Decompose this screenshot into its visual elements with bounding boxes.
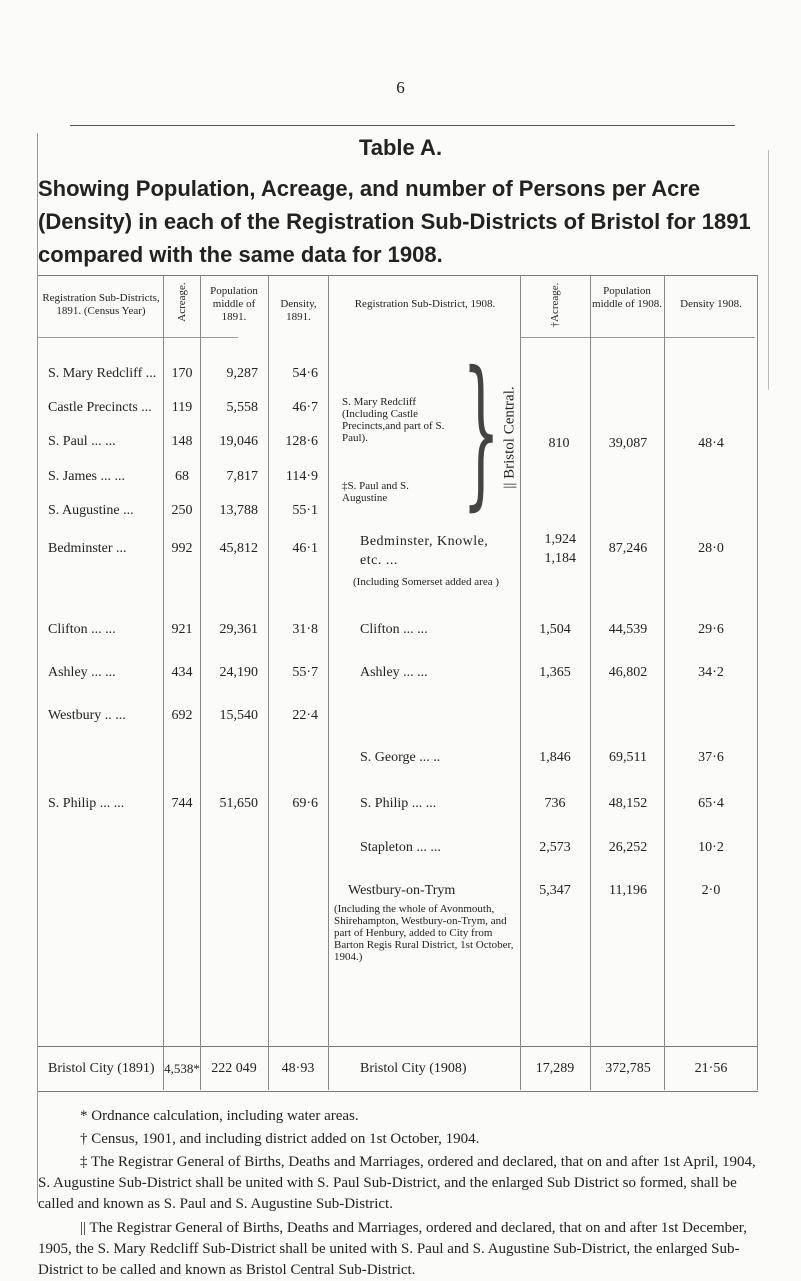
row-density: 69·6 xyxy=(292,796,318,811)
row-name: Westbury-on-Trym xyxy=(348,883,456,898)
row-population: 13,788 xyxy=(219,503,258,518)
row-population: 46,802 xyxy=(608,665,648,680)
header-density-1908: Density 1908. xyxy=(680,298,742,310)
row-population: 24,190 xyxy=(219,665,258,680)
header-population-1891: Population middle of 1891. xyxy=(210,285,258,323)
row-population: 7,817 xyxy=(226,469,258,484)
row-name: S. James ... ... xyxy=(48,469,125,484)
row-density: 31·8 xyxy=(292,622,318,637)
row-density: 37·6 xyxy=(698,750,724,765)
page-number: 6 xyxy=(396,78,405,97)
row-name: Castle Precincts ... xyxy=(48,400,152,415)
row-name: S. Mary Redcliff ... xyxy=(48,366,157,381)
totals-top-rule xyxy=(38,1046,758,1047)
col-divider-8 xyxy=(757,275,758,1090)
row-density: 28·0 xyxy=(698,541,724,556)
central-acreage: 810 xyxy=(548,436,570,451)
row-density: 29·6 xyxy=(698,622,724,637)
total-population-1891: 222 049 xyxy=(211,1061,257,1076)
row-population: 9,287 xyxy=(226,366,258,381)
row-density: 2·0 xyxy=(701,883,721,898)
row-name: S. Philip ... ... xyxy=(48,796,125,811)
row-acreage: 434 xyxy=(171,665,193,680)
total-name-1908: Bristol City (1908) xyxy=(360,1061,467,1076)
col-divider-1 xyxy=(163,275,164,1090)
row-acreage: 119 xyxy=(171,400,193,415)
central-side-label: || Bristol Central. xyxy=(501,386,518,489)
row-acreage: 2,573 xyxy=(539,840,571,855)
top-rule xyxy=(70,125,735,126)
row-acreage-b: 1,184 xyxy=(544,551,576,566)
row-name: S. Paul ... ... xyxy=(48,434,116,449)
header-density-1891: Density, 1891. xyxy=(280,298,317,323)
row-population: 5,558 xyxy=(226,400,258,415)
left-border xyxy=(37,133,38,1203)
row-name: S. Philip ... ... xyxy=(360,796,437,811)
row-population: 51,650 xyxy=(219,796,258,811)
row-name: Stapleton ... ... xyxy=(360,840,441,855)
row-density: 128·6 xyxy=(285,434,318,449)
footnote-parallel: || The Registrar General of Births, Deaths and Marriages, ordered and declared, that on and after 1st December, 1905, the S. Mary Redcliff Sub-District shall be united with S. Paul and S. Augustine Sub-District, the enlarged Sub-District to be called and known as Bristol Central Sub-District. xyxy=(38,1220,747,1278)
row-name: Bedminster ... xyxy=(48,541,127,556)
row-name: S. George ... .. xyxy=(360,750,441,765)
row-population: 29,361 xyxy=(219,622,258,637)
row-name: S. Augustine ... xyxy=(48,503,134,518)
row-acreage: 250 xyxy=(171,503,193,518)
row-acreage: 1,365 xyxy=(539,665,571,680)
footnote-asterisk: * Ordnance calculation, including water areas. xyxy=(80,1108,359,1124)
central-brace: } xyxy=(462,338,501,528)
header-subdistrict-1908: Registration Sub-District, 1908. xyxy=(354,298,496,310)
row-acreage: 170 xyxy=(171,366,193,381)
row-acreage: 68 xyxy=(175,469,189,484)
row-acreage: 692 xyxy=(171,708,193,723)
row-population: 48,152 xyxy=(608,796,648,811)
row-density: 114·9 xyxy=(285,469,318,484)
header-subdistricts-1891: Registration Sub-Districts, 1891. (Census Year) xyxy=(42,292,160,317)
footnote-double-dagger: ‡ The Registrar General of Births, Deaths and Marriages, ordered and declared, that on and after 1st April, 1904, S. Augustine Sub-District shall be united with S. Paul Sub-District, and the enlarged Sub District so formed, shall be called and known as S. Paul and S. Augustine Sub-District. xyxy=(38,1154,756,1212)
col-divider-4 xyxy=(328,275,329,1090)
row-acreage: 744 xyxy=(171,796,193,811)
row-density: 34·2 xyxy=(698,665,724,680)
row-name: Ashley ... ... xyxy=(48,665,116,680)
footnote-dagger: † Census, 1901, and including district added on 1st October, 1904. xyxy=(80,1131,480,1147)
row-acreage: 1,504 xyxy=(539,622,571,637)
col-divider-2 xyxy=(200,275,201,1090)
total-acreage-1908: 17,289 xyxy=(535,1061,575,1076)
total-name-1891: Bristol City (1891) xyxy=(48,1061,155,1076)
row-density: 22·4 xyxy=(292,708,318,723)
row-population: 26,252 xyxy=(608,840,648,855)
total-density-1891: 48·93 xyxy=(281,1061,315,1076)
table-bottom-rule xyxy=(38,1091,758,1092)
row-acreage: 1,846 xyxy=(539,750,571,765)
header-bottom-rule-right xyxy=(520,337,755,338)
header-top-rule xyxy=(38,275,758,276)
row-density: 65·4 xyxy=(698,796,724,811)
header-acreage-1891: Acreage. xyxy=(176,282,188,322)
row-density: 55·1 xyxy=(292,503,318,518)
row-acreage-a: 1,924 xyxy=(544,532,576,547)
row-acreage: 921 xyxy=(171,622,193,637)
row-name: Clifton ... ... xyxy=(360,622,428,637)
row-population: 44,539 xyxy=(608,622,648,637)
row-acreage: 736 xyxy=(544,796,566,811)
row-density: 54·6 xyxy=(292,366,318,381)
row-population: 19,046 xyxy=(219,434,258,449)
row-name: Clifton ... ... xyxy=(48,622,116,637)
central-population: 39,087 xyxy=(608,436,648,451)
total-density-1908: 21·56 xyxy=(694,1061,728,1076)
row-density: 46·7 xyxy=(292,400,318,415)
table-title: Table A. xyxy=(358,135,443,160)
row-population: 69,511 xyxy=(609,750,647,765)
header-acreage-1908: †Acreage. xyxy=(549,282,561,328)
row-density: 55·7 xyxy=(292,665,318,680)
row-acreage: 992 xyxy=(171,541,193,556)
row-acreage: 5,347 xyxy=(539,883,571,898)
row-population: 11,196 xyxy=(609,883,647,898)
central-density: 48·4 xyxy=(698,436,724,451)
row-name: Westbury .. ... xyxy=(48,708,126,723)
row-note: (Including Somerset added area ) xyxy=(353,576,499,588)
col-divider-5 xyxy=(520,275,521,1090)
header-population-1908: Population middle of 1908. xyxy=(592,285,662,310)
total-acreage-1891: 4,538* xyxy=(164,1061,200,1076)
row-density: 46·1 xyxy=(292,541,318,556)
row-population: 87,246 xyxy=(608,541,648,556)
row-name: Ashley ... ... xyxy=(360,665,428,680)
row-population: 15,540 xyxy=(219,708,258,723)
row-note: (Including the whole of Avonmouth, Shirehampton, Westbury-on-Trym, and part of Henbury, added to City from Barton Regis Rural District, 1st October, 1904.) xyxy=(334,903,514,963)
row-name: Bedminster, Knowle, etc. ... xyxy=(360,534,489,568)
col-divider-6 xyxy=(590,275,591,1090)
header-bottom-rule-left xyxy=(38,337,238,338)
row-population: 45,812 xyxy=(219,541,258,556)
col-divider-3 xyxy=(268,275,269,1090)
table-subtitle: Showing Population, Acreage, and number of Persons per Acre (Density) in each of the Registration Sub-Districts of Bristol for 1891 compared with the same data for 1908. xyxy=(38,176,751,267)
central-label-2: ‡S. Paul and S. Augustine xyxy=(342,480,409,504)
total-population-1908: 372,785 xyxy=(605,1061,651,1076)
col-divider-7 xyxy=(664,275,665,1090)
central-label-1: S. Mary Redcliff (Including Castle Precincts,and part of S. Paul). xyxy=(342,396,445,444)
row-density: 10·2 xyxy=(698,840,724,855)
row-acreage: 148 xyxy=(171,434,193,449)
